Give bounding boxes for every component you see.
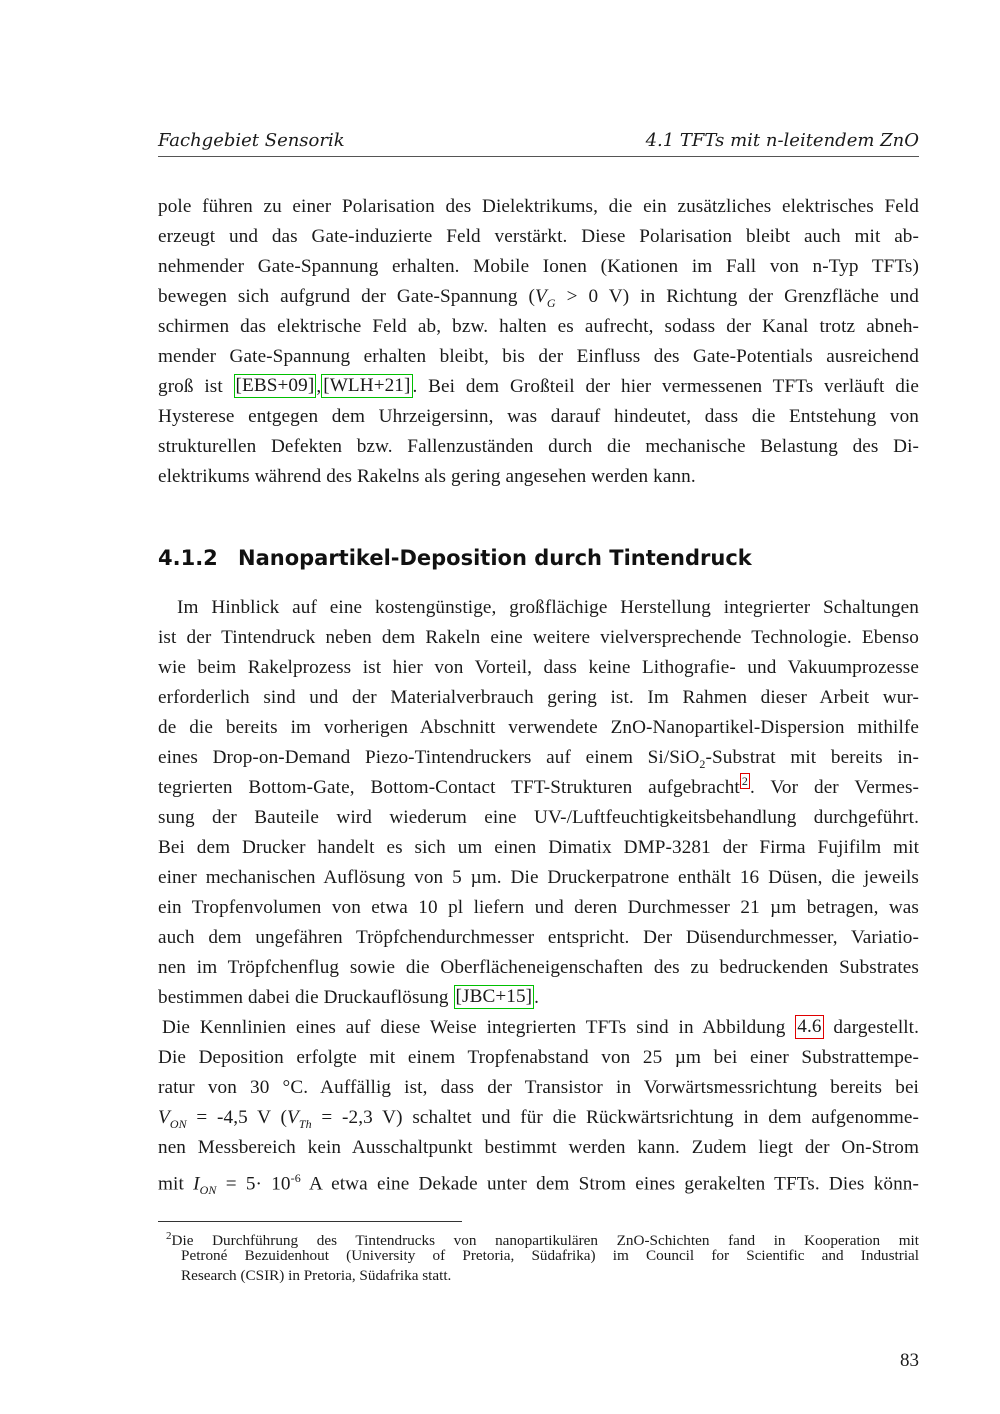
text-line: tegrierten Bottom-Gate, Bottom-Contact TFT-Strukturen aufgebracht 2 . Vor der Vermes- (158, 774, 919, 798)
text-line: Hysterese entgegen dem Uhrzeigersinn, was darauf hindeutet, dass die Entstehung von (158, 406, 919, 427)
text-line: mit $I_{ON} = 5\cdot 10^{-6}$ A etwa eine Dekade unter dem Strom eines gerakelten TFTs. Dies könn- (158, 1171, 919, 1198)
text-line: elektrikums während des Rakelns als gering angesehen werden kann. (158, 466, 696, 487)
text-line: erzeugt und das Gate-induzierte Feld verstärkt. Diese Polarisation bleibt auch mit ab- (158, 226, 919, 247)
paragraph-kennlinien (158, 1013, 920, 1198)
footnote (158, 1226, 919, 1286)
header-chapter-left: Fachgebiet Sensorik (158, 130, 345, 151)
text-line: Im Hinblick auf eine kostengünstige, großflächige Herstellung integrierter Schaltungen (177, 597, 919, 618)
paragraph-polarisation (158, 192, 919, 492)
paragraph-tintendruck (158, 593, 919, 1013)
text-line: de die bereits im vorherigen Abschnitt verwendete ZnO-Nanopartikel-Dispersion mithilfe (158, 717, 919, 738)
text-line: ist der Tintendruck neben dem Rakeln eine weitere vielversprechende Technologie. Ebenso (158, 627, 919, 648)
text-line: nehmender Gate-Spannung erhalten. Mobile Ionen (Kationen im Fall von n-Typ TFTs) (158, 256, 919, 277)
text-line: auch dem ungefähren Tröpfchendurchmesser entspricht. Der Düsendurchmesser, Variatio- (158, 927, 919, 948)
text-line: bewegen sich aufgrund der Gate-Spannung ($V_G > 0$ V) in Richtung der Grenzfläche und (158, 286, 919, 310)
text-line: einer mechanischen Auflösung von 5 µm. Die Druckerpatrone enthält 16 Düsen, die jeweils (158, 867, 919, 888)
math-variable: V (535, 286, 547, 307)
text-line: nen Messbereich kein Ausschaltpunkt bestimmt werden kann. Zudem liegt der On-Strom (158, 1137, 919, 1158)
footnote-separator (158, 1221, 462, 1222)
footnote-link[interactable]: 2 (741, 774, 748, 788)
text-line: erforderlich sind und der Materialverbrauch gering ist. Im Rahmen dieser Arbeit wur- (158, 687, 919, 708)
section-title-text: Nanopartikel-Deposition durch Tintendruck (238, 546, 752, 570)
header-section-right: 4.1 TFTs mit n-leitendem ZnO (645, 130, 919, 151)
text-line: mender Gate-Spannung erhalten bleibt, bis der Einfluss des Gate-Potentials ausreichend (158, 346, 919, 367)
text-line: Bei dem Drucker handelt es sich um einen Dimatix DMP-3281 der Firma Fujifilm mit (158, 837, 919, 858)
page-number: 83 (900, 1350, 919, 1371)
text-line: Die Kennlinien eines auf diese Weise integrierten TFTs sind in Abbildung 4.6 dargestellt. (162, 1016, 920, 1038)
text-line: sung der Bauteile wird wiederum eine UV-/Luftfeuchtigkeitsbehandlung durchgeführt. (158, 807, 919, 828)
text-line: $V_{ON} = -4,5$ V ($V_{Th} = -2,3$ V) schaltet und für die Rückwärtsrichtung in dem aufgenomme- (158, 1107, 919, 1131)
footnote-line: Petroné Bezuidenhout (University of Pretoria, Südafrika) im Council for Scientific and Industrial (181, 1247, 919, 1264)
text-line: pole führen zu einer Polarisation des Dielektrikums, die ein zusätzliches elektrisches Feld (158, 196, 919, 217)
text-line: strukturellen Defekten bzw. Fallenzuständen durch die mechanische Belastung des Di- (158, 436, 919, 457)
figure-link-4-6[interactable]: 4.6 (797, 1016, 822, 1037)
text-line: bestimmen dabei die Druckauflösung [JBC+15] . (158, 986, 540, 1008)
section-heading (158, 543, 919, 573)
running-header (158, 128, 919, 157)
text-line: groß ist [EBS+09] , [WLH+21] . Bei dem Großteil der hier vermessenen TFTs verläuft die (158, 375, 919, 397)
text-line: ratur von 30 °C. Auffällig ist, dass der Transistor in Vorwärtsmessrichtung bereits bei (158, 1077, 919, 1098)
text-line: nen im Tröpfchenflug sowie die Oberflächeneigenschaften des zu bedruckenden Substrates (158, 957, 919, 978)
citation-link-wlh21[interactable]: [WLH+21] (323, 375, 411, 396)
text-line: eines Drop-on-Demand Piezo-Tintendruckers auf einem Si/SiO$_2$-Substrat mit bereits in- (158, 747, 919, 771)
footnote-line: $^2$Die Durchführung des Tintendrucks von nanopartikulären ZnO-Schichten fand in Kooperation mit (166, 1230, 919, 1250)
text-line: Die Deposition erfolgte mit einem Tropfenabstand von 25 µm bei einer Substrattempe- (158, 1047, 919, 1068)
citation-link-jbc15[interactable]: [JBC+15] (455, 986, 533, 1007)
text-line: wie beim Rakelprozess ist hier von Vorteil, dass keine Lithografie- und Vakuumprozesse (158, 657, 919, 678)
citation-link-ebs09[interactable]: [EBS+09] (235, 375, 315, 396)
footnote-line: Research (CSIR) in Pretoria, Südafrika statt. (181, 1267, 452, 1284)
section-number: 4.1.2 (158, 546, 218, 570)
text-line: schirmen das elektrische Feld ab, bzw. halten es aufrecht, sodass der Kanal trotz abneh- (158, 316, 919, 337)
text-line: ein Tropfenvolumen von etwa 10 pl liefern und deren Durchmesser 21 µm betragen, was (158, 897, 919, 918)
footnote-marker: 2 (166, 1230, 172, 1242)
